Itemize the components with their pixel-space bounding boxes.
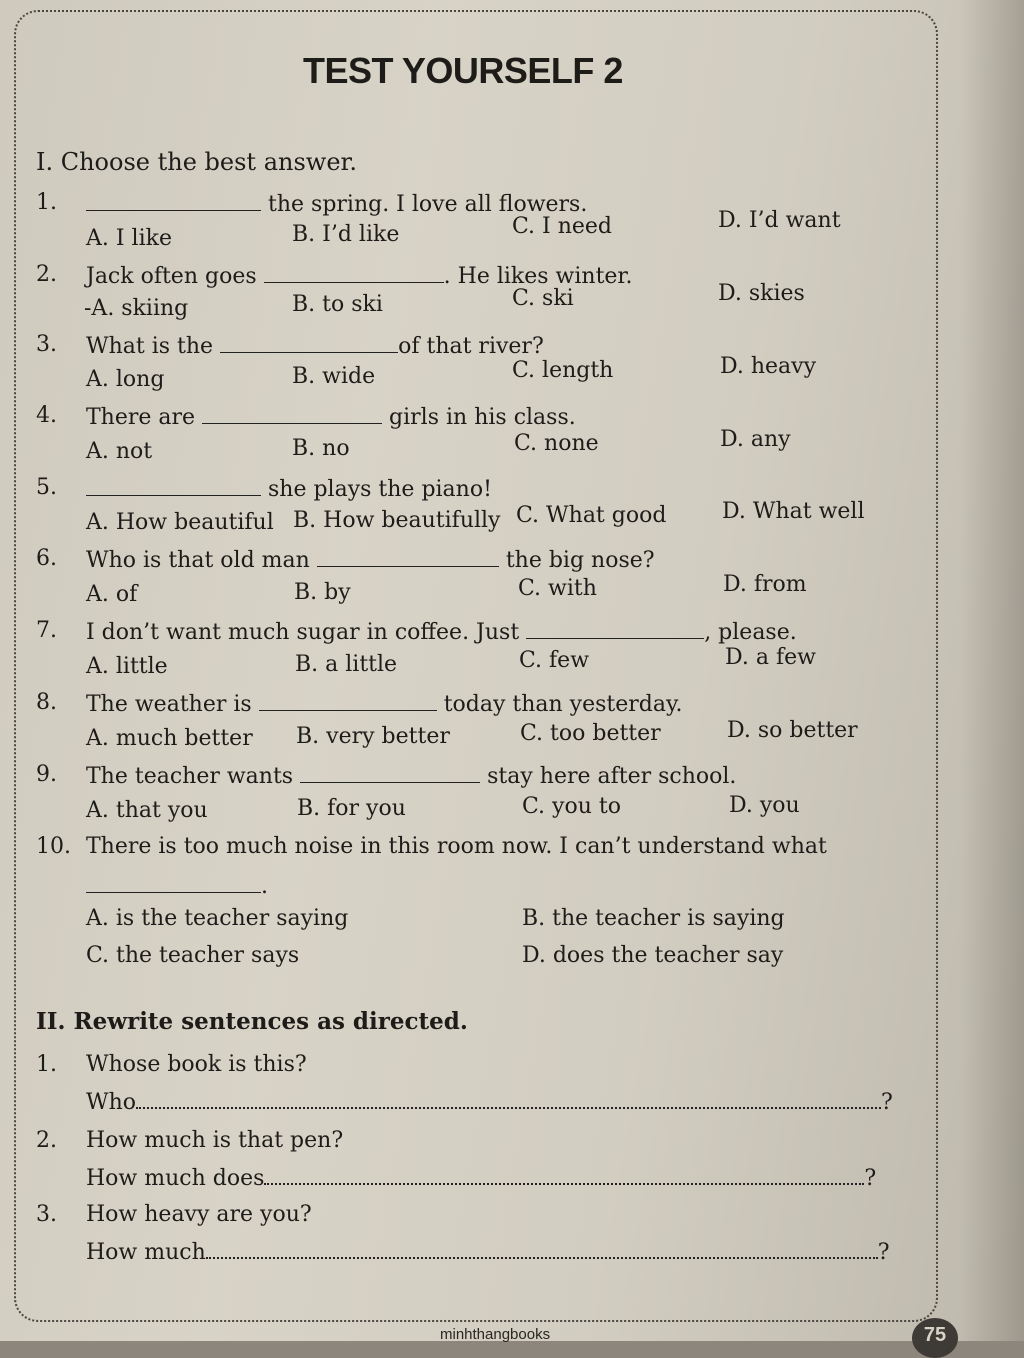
option-d: D. I’d want [718, 208, 841, 233]
option-b: B. the teacher is saying [522, 906, 785, 931]
option-c: C. the teacher says [86, 943, 300, 968]
option-c: C. What good [516, 503, 667, 528]
option-b: B. How beautifully [293, 508, 501, 533]
answer-dotted-line [206, 1239, 878, 1259]
question-stem: What is the of that river? [86, 334, 544, 359]
answer-blank [317, 546, 499, 567]
option-d: D. any [720, 427, 791, 452]
option-a: A. that you [86, 798, 208, 823]
question-stem: The weather is today than yesterday. [86, 692, 683, 717]
question-number: 1. [36, 190, 57, 215]
answer-blank [526, 618, 704, 639]
page-title: TEST YOURSELF 2 [303, 50, 623, 91]
question-number: 7. [36, 618, 57, 643]
question-stem: she plays the piano! [86, 475, 492, 502]
option-a: A. How beautiful [86, 510, 274, 535]
option-d: D. so better [727, 718, 858, 743]
option-a: A. little [86, 654, 168, 679]
answer-blank [300, 762, 480, 783]
publisher-footer: minhthangbooks [440, 1326, 551, 1343]
question-stem: The teacher wants stay here after school. [86, 764, 737, 789]
option-d: D. What well [722, 499, 865, 524]
option-a: A. I like [86, 226, 172, 251]
question-number: 4. [36, 403, 57, 428]
option-a: A. much better [86, 726, 253, 751]
question-stem: I don’t want much sugar in coffee. Just , please. [86, 620, 797, 645]
item-number: 1. [36, 1052, 57, 1077]
option-c: C. I need [512, 214, 613, 239]
option-c: C. too better [520, 721, 661, 746]
option-b: B. wide [292, 364, 376, 389]
option-c: C. none [514, 431, 599, 456]
question-number: 2. [36, 262, 57, 287]
option-c: C. few [519, 648, 590, 673]
rewrite-line: How much does ? [86, 1166, 877, 1191]
original-sentence: How much is that pen? [86, 1128, 344, 1153]
original-sentence: Whose book is this? [86, 1052, 307, 1077]
option-b: B. I’d like [292, 222, 400, 247]
option-d: D. skies [718, 281, 805, 306]
option-b: B. for you [297, 796, 406, 821]
option-a: A. not [86, 439, 153, 464]
question-stem: There is too much noise in this room now. I can’t understand what [86, 834, 827, 859]
rewrite-line: Who ? [86, 1090, 893, 1115]
option-c: C. you to [522, 794, 621, 819]
question-number: 3. [36, 332, 57, 357]
question-number: 10. [36, 834, 71, 859]
option-c: C. ski [512, 286, 574, 311]
answer-blank [259, 690, 437, 711]
question-number: 5. [36, 475, 57, 500]
option-d: D. does the teacher say [522, 943, 784, 968]
option-a: A. of [86, 582, 138, 607]
question-number: 9. [36, 762, 57, 787]
section-1-heading: I. Choose the best answer. [36, 148, 357, 176]
answer-blank [86, 475, 261, 496]
answer-blank [264, 262, 444, 283]
option-c: C. with [518, 576, 597, 601]
option-d: D. heavy [720, 354, 817, 379]
option-c: C. length [512, 358, 614, 383]
item-number: 2. [36, 1128, 57, 1153]
answer-blank [220, 332, 398, 353]
rewrite-line: How much ? [86, 1240, 890, 1265]
option-b: B. by [294, 580, 351, 605]
option-b: B. no [292, 436, 350, 461]
question-number: 8. [36, 690, 57, 715]
question-stem: Who is that old man the big nose? [86, 548, 655, 573]
option-b: B. very better [296, 724, 450, 749]
question-continuation: . [86, 872, 268, 899]
answer-blank [86, 872, 261, 893]
option-a: A. long [86, 367, 165, 392]
answer-dotted-line [264, 1165, 864, 1185]
original-sentence: How heavy are you? [86, 1202, 312, 1227]
option-a: -A. skiing [84, 296, 189, 321]
option-d: D. from [723, 572, 807, 597]
answer-blank [202, 403, 382, 424]
question-number: 6. [36, 546, 57, 571]
option-a: A. is the teacher saying [86, 906, 349, 931]
item-number: 3. [36, 1202, 57, 1227]
page-shadow [960, 0, 1024, 1341]
answer-blank [86, 190, 261, 211]
question-stem: There are girls in his class. [86, 405, 576, 430]
option-b: B. a little [295, 652, 398, 677]
question-stem: Jack often goes . He likes winter. [86, 264, 633, 289]
question-stem: the spring. I love all flowers. [86, 190, 587, 217]
page-number: 75 [912, 1318, 958, 1358]
answer-dotted-line [136, 1089, 881, 1109]
option-d: D. a few [725, 645, 816, 670]
option-d: D. you [729, 793, 800, 818]
section-2-heading: II. Rewrite sentences as directed. [36, 1008, 468, 1035]
option-b: B. to ski [292, 292, 383, 317]
